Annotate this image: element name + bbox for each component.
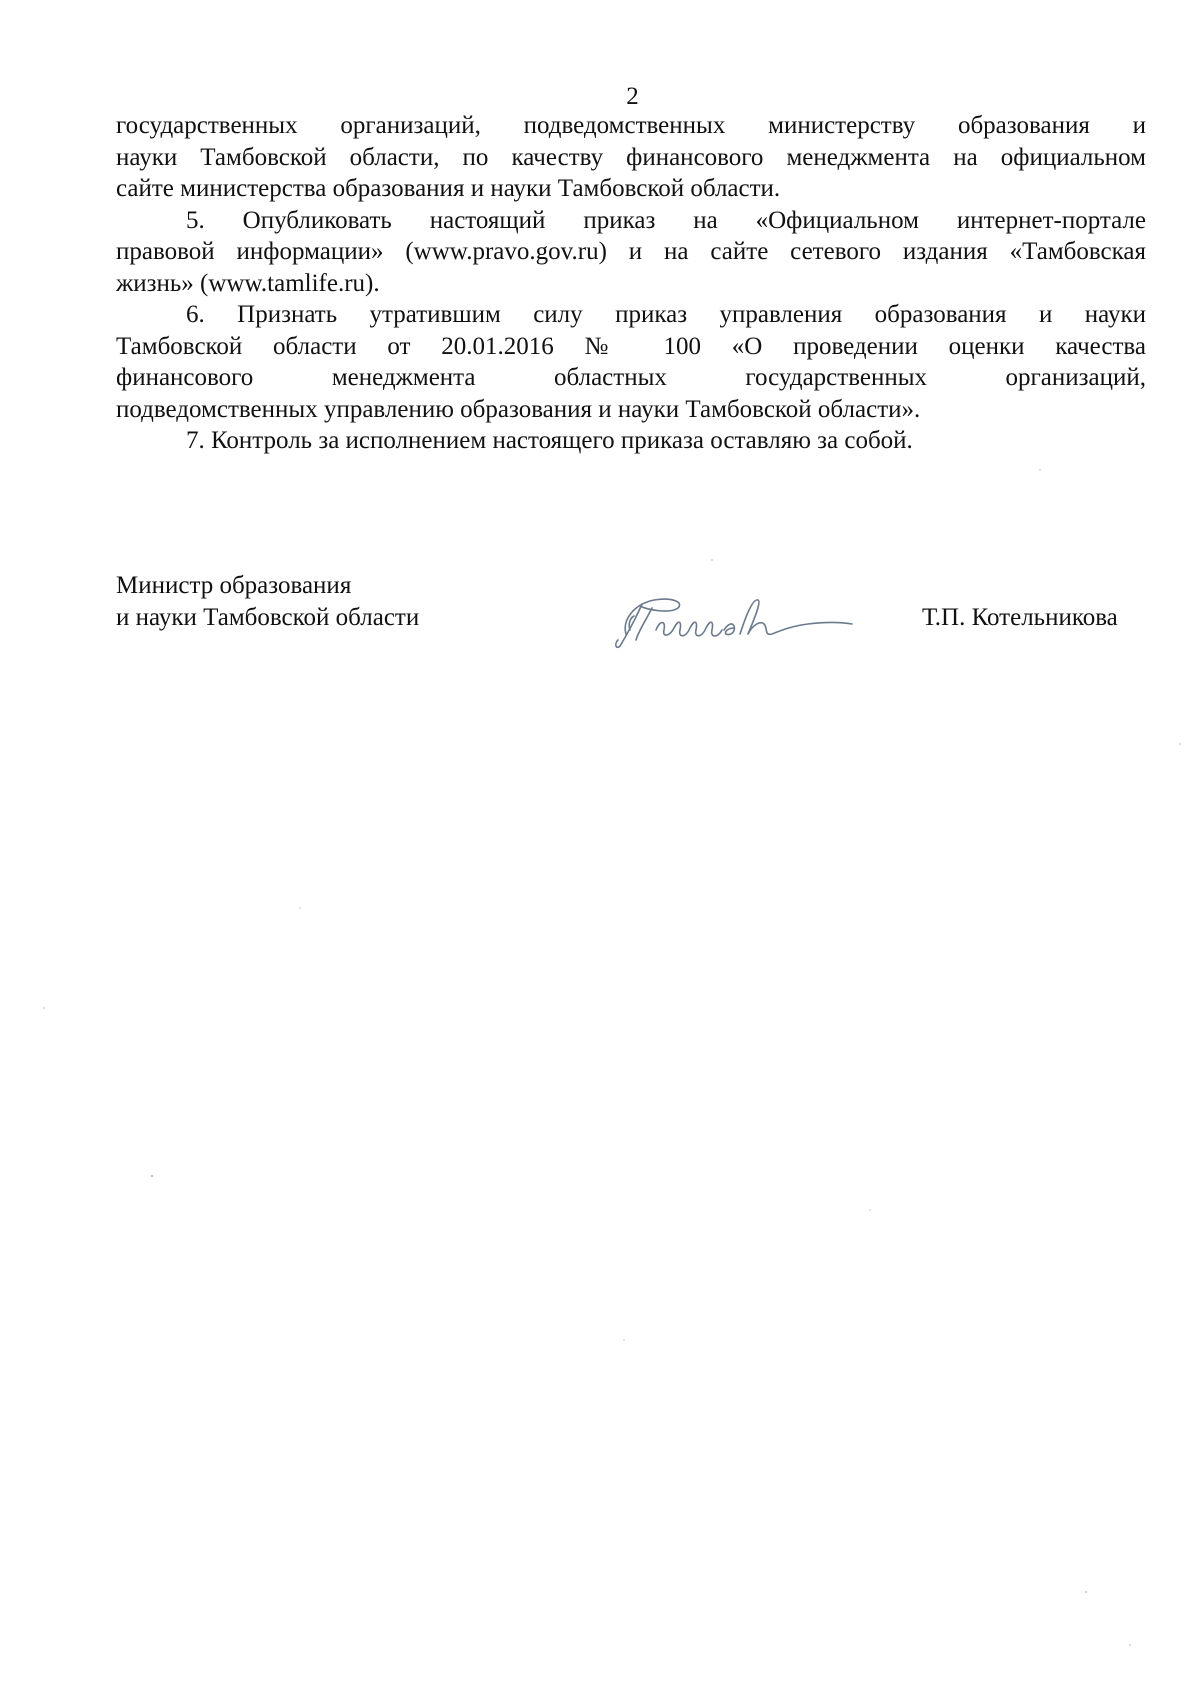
page-number: 2 [626,83,639,110]
document-body [116,110,1146,457]
paragraph-item-7 [116,425,1146,457]
signatory-name: Т.П. Котельникова [922,604,1118,631]
paragraph-line: правовой информации» (www.pravo.gov.ru) и на сайте сетевого издания «Тамбовская [116,238,1146,265]
handwritten-signature [612,590,862,652]
paragraph-line: науки Тамбовской области, по качеству финансового менеджмента на официальном [116,143,1146,171]
paragraph-line: финансового менеджмента областных государственных организаций, [116,364,1146,391]
paragraph-line: Тамбовской области от 20.01.2016 № 100 «О проведении оценки качества [116,332,1146,360]
paragraph-line: жизнь» (www.tamlife.ru). [116,269,380,297]
position-line: и науки Тамбовской области [116,604,420,631]
paragraph-line: подведомственных управлению образования и науки Тамбовской области». [116,395,921,423]
paragraph-line: государственных организаций, подведомственных министерству образования и [116,112,1146,139]
paragraph-item-5 [116,205,1146,300]
paragraph-line: 5. Опубликовать настоящий приказ на «Официальном интернет-портале [186,206,1146,234]
paragraph-line: 7. Контроль за исполнением настоящего приказа оставляю за собой. [186,427,913,454]
paragraph-item-6 [116,299,1146,425]
paragraph-continuation [116,110,1146,205]
paragraph-line: сайте министерства образования и науки Тамбовской области. [116,175,781,202]
position-line: Министр образования [116,572,352,599]
paragraph-line: 6. Признать утратившим силу приказ управления образования и науки [186,301,1146,328]
signatory-position [116,570,419,634]
